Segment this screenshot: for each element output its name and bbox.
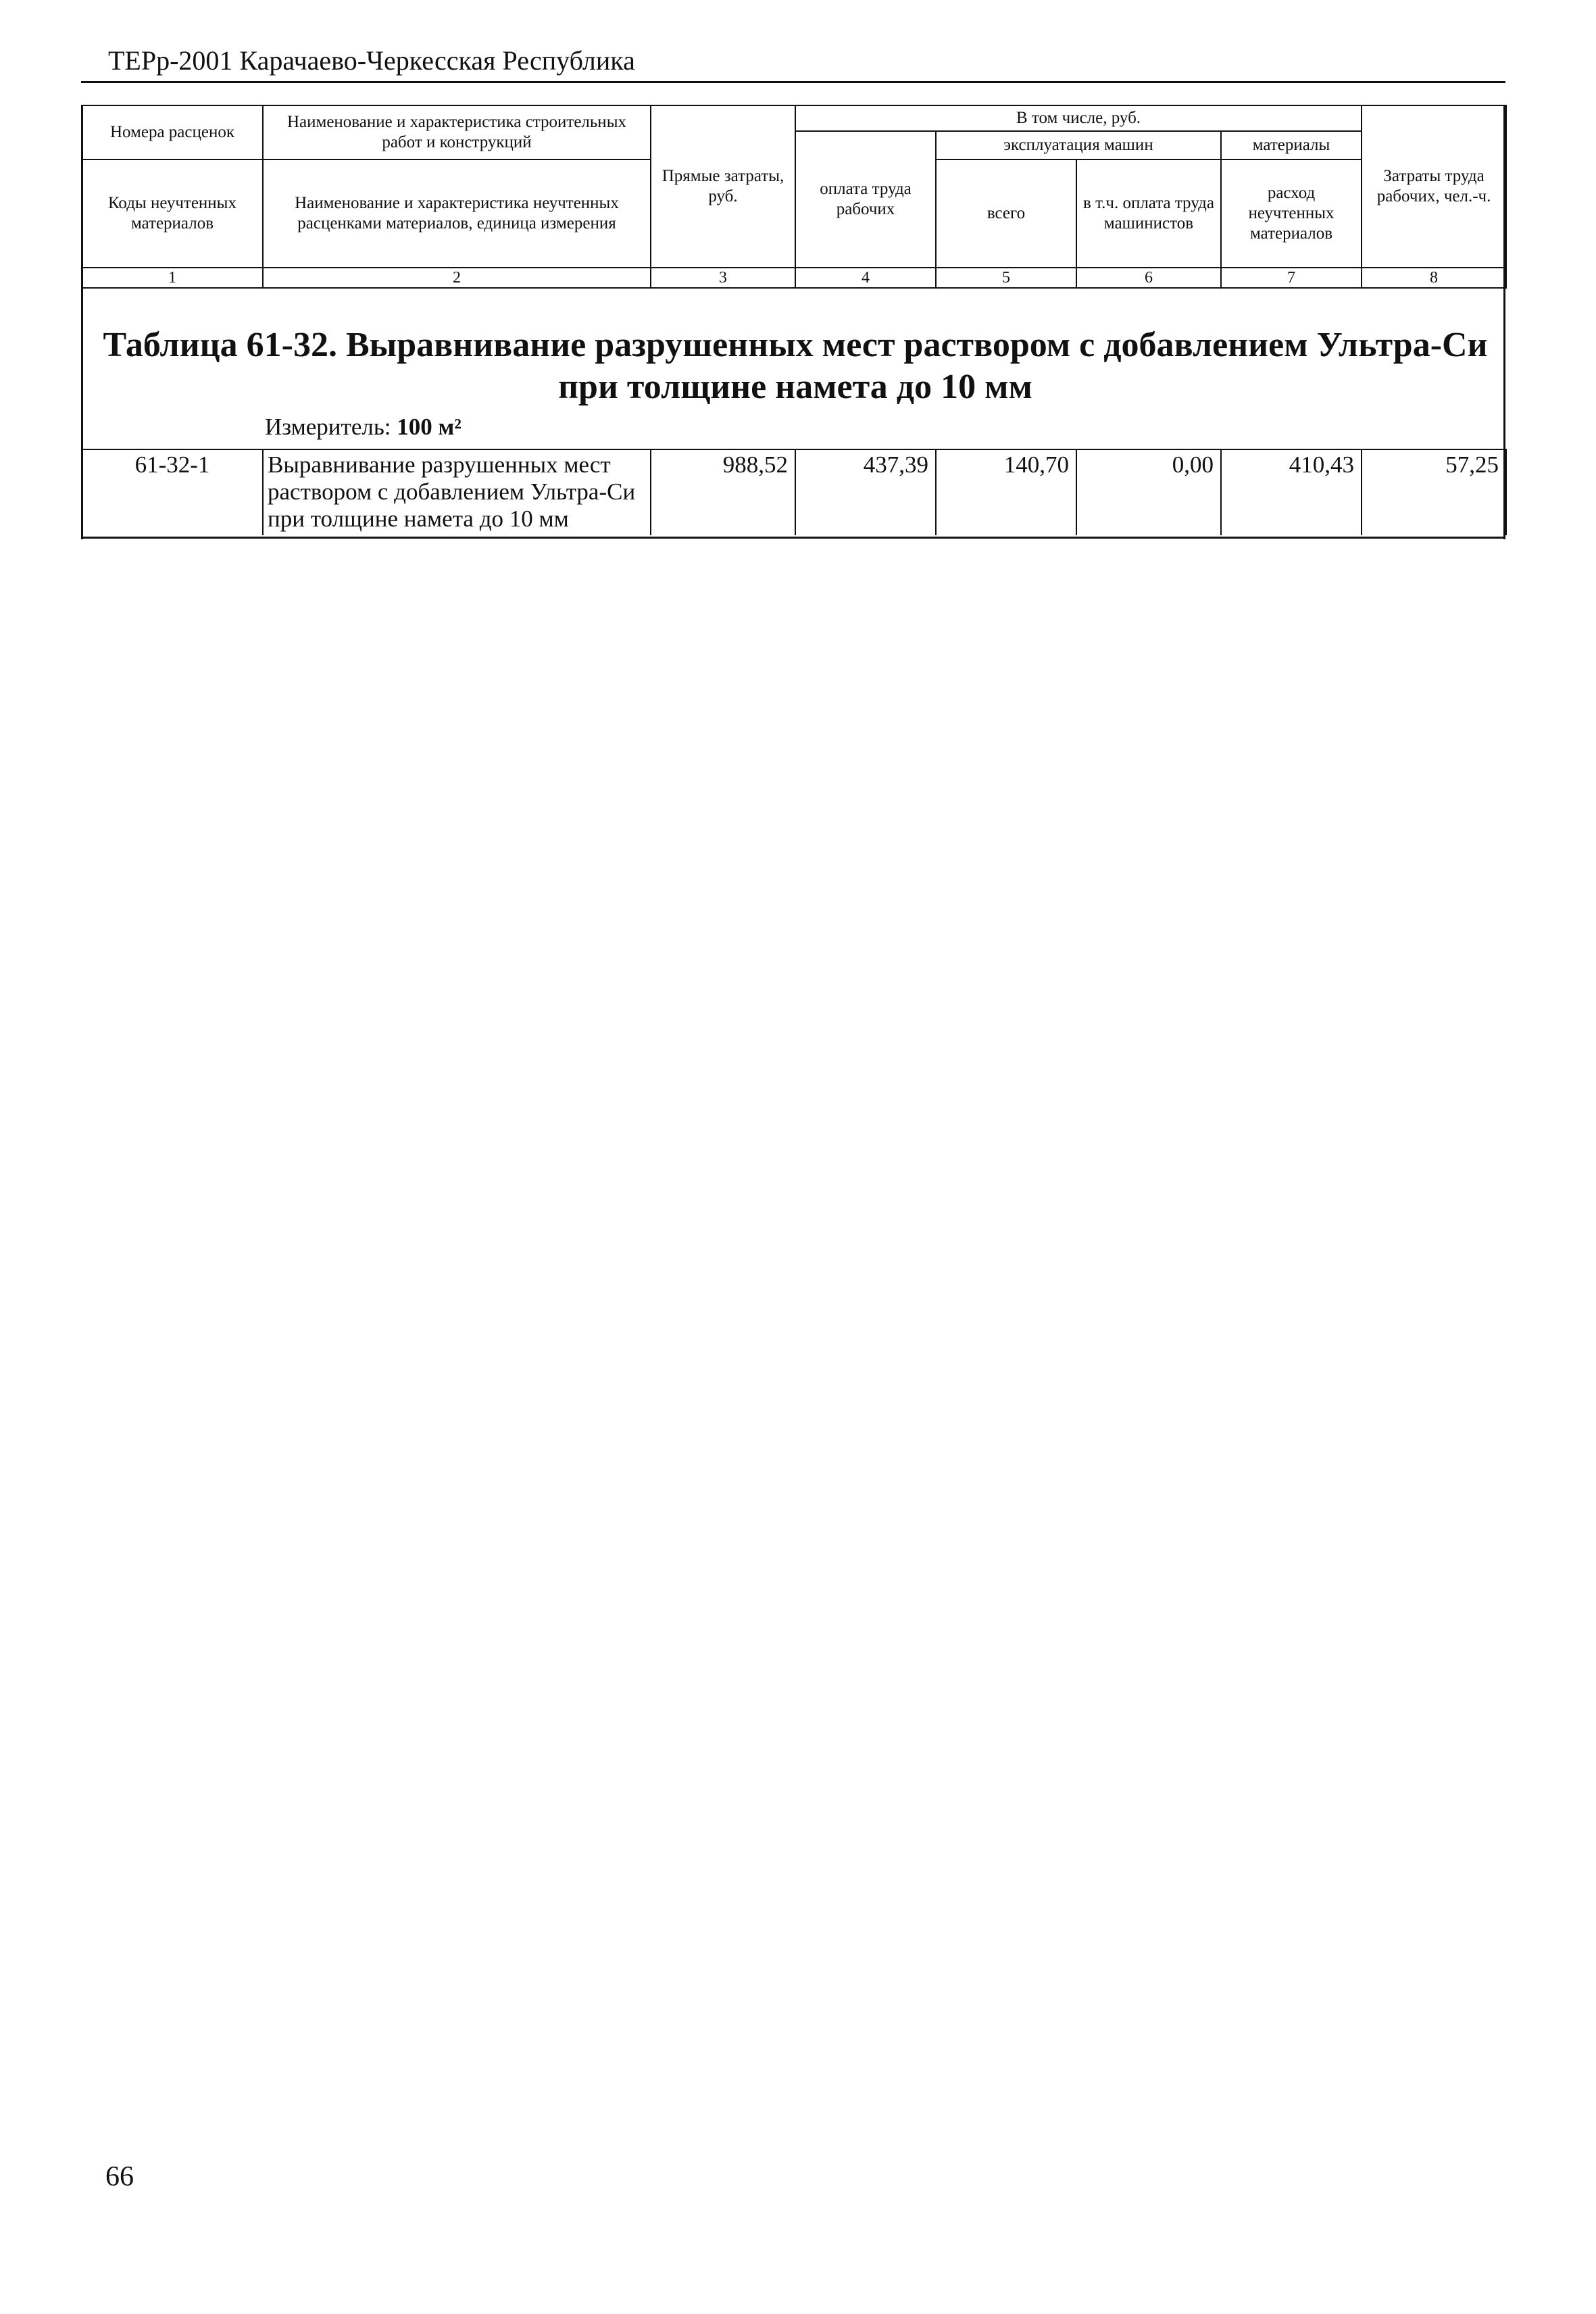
header-rate-numbers: Номера расценок xyxy=(82,105,263,159)
table-bottom-rule xyxy=(81,537,1505,539)
measure-label: Измеритель: xyxy=(265,414,391,440)
header-material-names: Наименование и характеристика неучтенных расценками материалов, единица измерения xyxy=(263,159,651,268)
column-number: 5 xyxy=(936,268,1076,288)
rate-code: 61-32-1 xyxy=(82,449,263,535)
machines-total-value: 140,70 xyxy=(936,449,1076,535)
header-materials: материалы xyxy=(1221,131,1362,159)
page-number: 66 xyxy=(105,2161,134,2192)
section-title: Таблица 61-32. Выравнивание разрушенных мест раствором с добавлением Ультра-Си при толщине намета до 10 мм xyxy=(103,326,1488,406)
header-including-group: В том числе, руб. xyxy=(795,105,1362,131)
header-direct-costs: Прямые затраты, руб. xyxy=(651,105,795,268)
rates-table xyxy=(81,449,1507,535)
column-number: 7 xyxy=(1221,268,1362,288)
measure-value: 100 м² xyxy=(397,414,462,440)
table-header xyxy=(81,105,1507,289)
table-row xyxy=(82,449,1506,535)
header-rule xyxy=(81,81,1505,83)
header-labor-pay: оплата труда рабочих xyxy=(795,131,936,268)
machinists-pay-value: 0,00 xyxy=(1076,449,1221,535)
header-labor-hours: Затраты труда рабочих, чел.-ч. xyxy=(1362,105,1506,268)
header-machines-total: всего xyxy=(936,159,1076,268)
labor-pay-value: 437,39 xyxy=(795,449,936,535)
document-header: ТЕРр-2001 Карачаево-Черкесская Республика xyxy=(108,45,635,76)
header-material-consumption: расход неучтенных материалов xyxy=(1221,159,1362,268)
column-number: 6 xyxy=(1076,268,1221,288)
header-work-name: Наименование и характеристика строительных работ и конструкций xyxy=(263,105,651,159)
measure-line xyxy=(265,412,462,442)
header-material-codes: Коды неучтенных материалов xyxy=(82,159,263,268)
rate-name: Выравнивание разрушенных мест раствором с добавлением Ультра-Си при толщине намета до 10 мм xyxy=(263,449,651,535)
labor-hours-value: 57,25 xyxy=(1362,449,1506,535)
header-machines: эксплуатация машин xyxy=(936,131,1221,159)
column-number: 2 xyxy=(263,268,651,288)
direct-costs-value: 988,52 xyxy=(651,449,795,535)
column-number: 3 xyxy=(651,268,795,288)
header-machinists-pay: в т.ч. оплата труда машинистов xyxy=(1076,159,1221,268)
column-number: 8 xyxy=(1362,268,1506,288)
column-number: 4 xyxy=(795,268,936,288)
materials-value: 410,43 xyxy=(1221,449,1362,535)
column-number: 1 xyxy=(82,268,263,288)
